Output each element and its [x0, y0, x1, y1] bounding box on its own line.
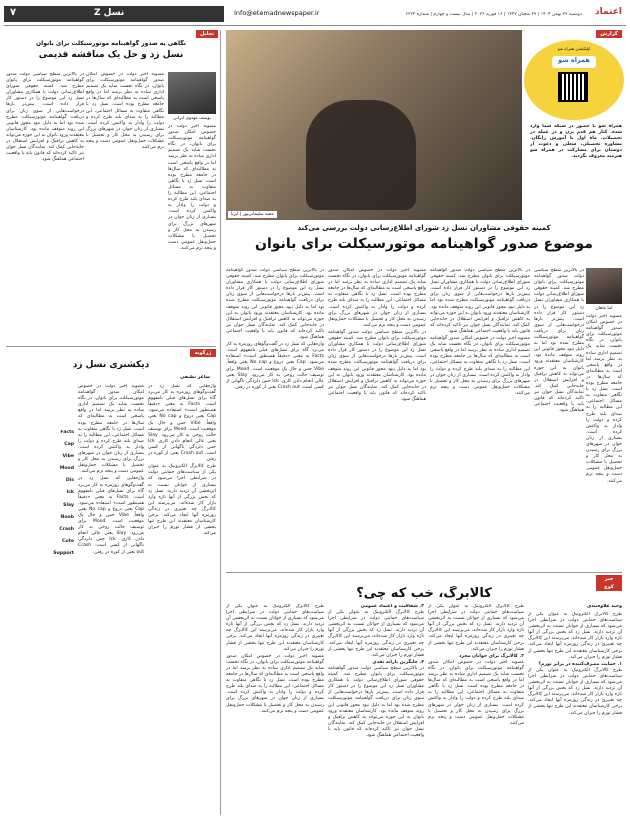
- dictionary-author: ساغر نظیفی: [180, 375, 210, 380]
- ad-box[interactable]: [524, 40, 624, 120]
- bottom-body-4: طرح کالابرگ الکترونیک به عنوان یکی از سیاست‌های حمایتی دولت در شرایطی اجرا می‌شود که بسیاری از جوانان نسبت به اثربخشی آن تردید دارند. نسل زد که بخش بزرگی از آنها تازه وارد بازار کار شده‌اند، می‌پرسند این کالابرگ چه تغییری در زندگی روزمره آنها ایجاد می‌کند. برخی کارشناسان معتقدند این طرح تنها بخشی از فشار تورم را جبران می‌کند. مصوبه اخیر دولت در خصوص امکان صدور گواهینامه موتورسیکلت برای بانوان، در نگاه نخست شاید یک تصمیم اداری ساده به نظر برسد اما در واقع پاسخی است به مطالبه‌ای که سال‌ها در جامعه مطرح بوده است. نسل زد با نگاهی متفاوت به مسائل اجتماعی، این مطالبه را به صدای بلند طرح کرده و دولت را وادار به واکنش کرده است. بسیاری از زنان جوان در شهرهای بزرگ برای رسیدن به محل کار و تحصیل با مشکلات حمل‌ونقل عمومی دست و پنجه نرم می‌کنند.: [226, 604, 324, 714]
- section-bar: [4, 6, 224, 22]
- term-support: Support: [53, 550, 74, 556]
- section-title: نسل Z: [94, 8, 125, 18]
- main-kicker: کمیته حقوقی مشاوران نسل زد شورای اطلاع‌رسانی دولت بررسی می‌کند: [297, 224, 551, 232]
- side-body-2: در بالاترین سطح سیاسی دولت صدور گواهینامه موتورسیکلت برای بانوان مطرح شد. کمیته حقوقی شورای اطلاع‌رسانی دولت با همکاری مشاوران نسل زد این موضوع را در دستور کار قرار داده است. پیش‌تر بارها درخواست‌هایی از سوی زنان برای دریافت گواهینامه موتورسیکلت مطرح شده بود اما به دلیل نبود مجوز قانونی این روند متوقف مانده بود. کارشناسان معتقدند ورود بانوان به این حوزه می‌تواند به کاهش ترافیک و افزایش استقلال در جابه‌جایی کمک کند. نمایندگان نسل جوان نیز تاکید کرده‌اند که قانون باید با واقعیت اجتماعی هماهنگ شود.: [6, 72, 84, 163]
- main-title: موضوع صدور گواهینامه موتورسیکلت برای بانوان: [255, 236, 593, 252]
- column-rule: [220, 30, 221, 815]
- term-cute: Cute: [62, 538, 74, 544]
- ad-text: همراه شو با حضور در شبکه شما وارد شده. کنار هم قدم بزن و در عمله در تحصیلات. ماه اول با آموزش رایگان. مشاوره تحصیلی، شغلی و دعوت از دوستان برای مشارکت در همراه شو هنرمند معروف بگردید.: [530, 124, 622, 160]
- motorcycle-rider-image: [306, 100, 416, 210]
- main-author-photo: [586, 268, 622, 304]
- bottom-divider: [226, 572, 622, 573]
- ad-caption: اپلیکیشن همراه شو: [557, 46, 591, 51]
- term-noob: Noob: [60, 514, 74, 520]
- bottom-title: کالابرگ، خب که چی؟: [356, 586, 492, 601]
- side-kicker: نگاهی به صدور گواهینامه موتورسیکلت برای بانوان: [36, 40, 186, 47]
- side-author-photo: [168, 72, 216, 114]
- term-dis: Dis: [65, 478, 74, 484]
- label-report: گزارش: [596, 30, 622, 38]
- main-body-3: در بالاترین سطح سیاسی دولت صدور گواهینامه موتورسیکلت برای بانوان مطرح شد. کمیته حقوقی شورای اطلاع‌رسانی دولت با همکاری مشاوران نسل زد این موضوع را در دستور کار قرار داده است. پیش‌تر بارها درخواست‌هایی از سوی زنان برای دریافت گواهینامه موتورسیکلت مطرح شده بود اما به دلیل نبود مجوز قانونی این روند متوقف مانده بود. کارشناسان معتقدند ورود بانوان به این حوزه می‌تواند به کاهش ترافیک و افزایش استقلال در جابه‌جایی کمک کند. نمایندگان نسل جوان نیز تاکید کرده‌اند که قانون باید با واقعیت اجتماعی هماهنگ شود. مصوبه اخیر دولت در خصوص امکان صدور گواهینامه موتورسیکلت برای بانوان، در نگاه نخست شاید یک تصمیم اداری ساده به نظر برسد اما در واقع پاسخی است به مطالبه‌ای که سال‌ها در جامعه مطرح بوده است. نسل زد با نگاهی متفاوت به مسائل اجتماعی، این مطالبه را به صدای بلند طرح کرده و دولت را وادار به واکنش کرده است. بسیاری از زنان جوان در شهرهای بزرگ برای رسیدن به محل کار و تحصیل با مشکلات حمل‌ونقل عمومی دست و پنجه نرم می‌کنند.: [430, 268, 530, 396]
- dictionary-col-c: [6, 430, 74, 814]
- masthead: [4, 4, 626, 26]
- main-body-4: مصوبه اخیر دولت در خصوص امکان صدور گواهینامه موتورسیکلت برای بانوان، در نگاه نخست شاید یک تصمیم اداری ساده به نظر برسد اما در واقع پاسخی است به مطالبه‌ای که سال‌ها در جامعه مطرح بوده است. نسل زد با نگاهی متفاوت به مسائل اجتماعی، این مطالبه را به صدای بلند طرح کرده و دولت را وادار به واکنش کرده است. بسیاری از زنان جوان در شهرهای بزرگ برای رسیدن به محل کار و تحصیل با مشکلات حمل‌ونقل عمومی دست و پنجه نرم می‌کنند. در بالاترین سطح سیاسی دولت صدور گواهینامه موتورسیکلت برای بانوان مطرح شد. کمیته حقوقی شورای اطلاع‌رسانی دولت با همکاری مشاوران نسل زد این موضوع را در دستور کار قرار داده است. پیش‌تر بارها درخواست‌هایی از سوی زنان برای دریافت گواهینامه موتورسیکلت مطرح شده بود اما به دلیل نبود مجوز قانونی این روند متوقف مانده بود. کارشناسان معتقدند ورود بانوان به این حوزه می‌تواند به کاهش ترافیک و افزایش استقلال در جابه‌جایی کمک کند. نمایندگان نسل جوان نیز تاکید کرده‌اند که قانون باید با واقعیت اجتماعی هماهنگ شود.: [328, 268, 426, 402]
- side-body-1: مصوبه اخیر دولت در خصوص امکان صدور گواهینامه موتورسیکلت برای بانوان، در نگاه نخست شاید یک تصمیم اداری ساده به نظر برسد اما در واقع پاسخی است به مطالبه‌ای که سال‌ها در جامعه مطرح بوده است. نسل زد با نگاهی متفاوت به مسائل اجتماعی، این مطالبه را به صدای بلند طرح کرده و دولت را وادار به واکنش کرده است. بسیاری از زنان جوان در شهرهای بزرگ برای رسیدن به محل کار و تحصیل با مشکلات حمل‌ونقل عمومی دست و پنجه نرم می‌کنند.: [86, 72, 164, 151]
- bottom-body-2: طرح کالابرگ الکترونیک به عنوان یکی از سیاست‌های حمایتی دولت در شرایطی اجرا می‌شود که بسیاری از جوانان نسبت به اثربخشی آن تردید دارند. نسل زد که بخش بزرگی از آنها تازه وارد بازار کار شده‌اند، می‌پرسند این کالابرگ چه تغییری در زندگی روزمره آنها ایجاد می‌کند. برخی کارشناسان معتقدند این طرح تنها بخشی از فشار تورم را جبران می‌کند. ۲. کالابرگ برای جوانان مجرد مصوبه اخیر دولت در خصوص امکان صدور گواهینامه موتورسیکلت برای بانوان، در نگاه نخست شاید یک تصمیم اداری ساده به نظر برسد اما در واقع پاسخی است به مطالبه‌ای که سال‌ها در جامعه مطرح بوده است. نسل زد با نگاهی متفاوت به مسائل اجتماعی، این مطالبه را به صدای بلند طرح کرده و دولت را وادار به واکنش کرده است. بسیاری از زنان جوان در شهرهای بزرگ برای رسیدن به محل کار و تحصیل با مشکلات حمل‌ونقل عمومی دست و پنجه نرم می‌کنند.: [428, 604, 524, 726]
- bottom-body-1: طرح کالابرگ الکترونیک به عنوان یکی از سیاست‌های حمایتی دولت در شرایطی اجرا می‌شود که بسیاری از جوانان نسبت به اثربخشی آن تردید دارند. نسل زد که بخش بزرگی از آنها تازه وارد بازار کار شده‌اند، می‌پرسند این کالابرگ چه تغییری در زندگی روزمره آنها ایجاد می‌کند. برخی کارشناسان معتقدند این طرح تنها بخشی از فشار تورم را جبران می‌کند. ۱. حمایت مصرف‌کننده در برابر تورم؟ طرح کالابرگ الکترونیک به عنوان یکی از سیاست‌های حمایتی دولت در شرایطی اجرا می‌شود که بسیاری از جوانان نسبت به اثربخشی آن تردید دارند. نسل زد که بخش بزرگی از آنها تازه وارد بازار کار شده‌اند، می‌پرسند این کالابرگ چه تغییری در زندگی روزمره آنها ایجاد می‌کند. برخی کارشناسان معتقدند این طرح تنها بخشی از فشار تورم را جبران می‌کند.: [528, 612, 622, 716]
- label-news: خبر کوچ: [596, 575, 622, 591]
- term-slay: Slay: [63, 502, 74, 508]
- label-analysis: تحلیل: [196, 30, 218, 38]
- main-body-2: مصوبه اخیر دولت در خصوص امکان صدور گواهینامه موتورسیکلت برای بانوان، در نگاه نخست شاید یک تصمیم اداری ساده به نظر برسد اما در واقع پاسخی است به مطالبه‌ای که سال‌ها در جامعه مطرح بوده است. نسل زد با نگاهی متفاوت به مسائل اجتماعی، این مطالبه را به صدای بلند طرح کرده و دولت را وادار به واکنش کرده است. بسیاری از زنان جوان در شهرهای بزرگ برای رسیدن به محل کار و تحصیل با مشکلات حمل‌ونقل عمومی دست و پنجه نرم می‌کنند.: [586, 314, 622, 484]
- bottom-author: وحید علاوه‌بندی: [587, 604, 622, 609]
- qr-code-icon: [558, 72, 588, 102]
- dictionary-title: دیکشنری نسل زد: [72, 360, 150, 370]
- photo-credit: مجید سلیمانی‌پور | ایرنا: [228, 211, 277, 218]
- masthead-dateline: دوشنبه ۲۷ بهمن ۱۴۰۴ | ۲۷ شعبان ۱۴۴۷ | ۱۶ فوریه ۲۰۲۶ | سال بیست و چهارم | شماره ۶۲۶۴: [405, 12, 582, 17]
- dictionary-col-a: واژه‌هایی که نسل زد در گفت‌وگوهای روزمره به کار می‌برد گاه برای نسل‌های قبلی نامفهوم است. Facts به معنی «دقیقاً همینطور است» استفاده می‌شود. Cap یعنی دروغ و No cap یعنی واقعاً. Vibe حس و حال یک موقعیت است. Mood برای توصیف حالت روحی به کار می‌رود. Slay یعنی عالی انجام دادن کاری. Ick حس دلزدگی ناگهانی از کسی است. Crash out یعنی از کوره در رفتن. طرح کالابرگ الکترونیک به عنوان یکی از سیاست‌های حمایتی دولت در شرایطی اجرا می‌شود که بسیاری از جوانان نسبت به اثربخشی آن تردید دارند. نسل زد که بخش بزرگی از آنها تازه وارد بازار کار شده‌اند، می‌پرسند این کالابرگ چه تغییری در زندگی روزمره آنها ایجاد می‌کند. برخی کارشناسان معتقدند این طرح تنها بخشی از فشار تورم را جبران می‌کند.: [148, 384, 216, 537]
- term-crash: Crash: [59, 526, 74, 532]
- page-number: ۷: [10, 7, 17, 18]
- bottom-body-3: ۳. شفافیت و اعتماد عمومی طرح کالابرگ الکترونیک به عنوان یکی از سیاست‌های حمایتی دولت در شرایطی اجرا می‌شود که بسیاری از جوانان نسبت به اثربخشی آن تردید دارند. نسل زد که بخش بزرگی از آنها تازه وارد بازار کار شده‌اند، می‌پرسند این کالابرگ چه تغییری در زندگی روزمره آنها ایجاد می‌کند. برخی کارشناسان معتقدند این طرح تنها بخشی از فشار تورم را جبران می‌کند. ۴. جایگزین یارانه نقدی در بالاترین سطح سیاسی دولت صدور گواهینامه موتورسیکلت برای بانوان مطرح شد. کمیته حقوقی شورای اطلاع‌رسانی دولت با همکاری مشاوران نسل زد این موضوع را در دستور کار قرار داده است. پیش‌تر بارها درخواست‌هایی از سوی زنان برای دریافت گواهینامه موتورسیکلت مطرح شده بود اما به دلیل نبود مجوز قانونی این روند متوقف مانده بود. کارشناسان معتقدند ورود بانوان به این حوزه می‌تواند به کاهش ترافیک و افزایش استقلال در جابه‌جایی کمک کند. نمایندگان نسل جوان نیز تاکید کرده‌اند که قانون باید با واقعیت اجتماعی هماهنگ شود.: [328, 604, 424, 738]
- ad-title: همراه شو: [552, 56, 596, 68]
- dictionary-col-b: مصوبه اخیر دولت در خصوص امکان صدور گواهینامه موتورسیکلت برای بانوان، در نگاه نخست شاید یک تصمیم اداری ساده به نظر برسد اما در واقع پاسخی است به مطالبه‌ای که سال‌ها در جامعه مطرح بوده است. نسل زد با نگاهی متفاوت به مسائل اجتماعی، این مطالبه را به صدای بلند طرح کرده و دولت را وادار به واکنش کرده است. بسیاری از زنان جوان در شهرهای بزرگ برای رسیدن به محل کار و تحصیل با مشکلات حمل‌ونقل عمومی دست و پنجه نرم می‌کنند. واژه‌هایی که نسل زد در گفت‌وگوهای روزمره به کار می‌برد گاه برای نسل‌های قبلی نامفهوم است. Facts به معنی «دقیقاً همینطور است» استفاده می‌شود. Cap یعنی دروغ و No cap یعنی واقعاً. Vibe حس و حال یک موقعیت است. Mood برای توصیف حالت روحی به کار می‌رود. Slay یعنی عالی انجام دادن کاری. Ick حس دلزدگی ناگهانی از کسی است. Crash out یعنی از کوره در رفتن.: [78, 384, 144, 555]
- side-body-3: مصوبه اخیر دولت در خصوص امکان صدور گواهینامه موتورسیکلت برای بانوان، در نگاه نخست شاید یک تصمیم اداری ساده به نظر برسد اما در واقع پاسخی است به مطالبه‌ای که سال‌ها در جامعه مطرح بوده است. نسل زد با نگاهی متفاوت به مسائل اجتماعی، این مطالبه را به صدای بلند طرح کرده و دولت را وادار به واکنش کرده است. بسیاری از زنان جوان در شهرهای بزرگ برای رسیدن به محل کار و تحصیل با مشکلات حمل‌ونقل عمومی دست و پنجه نرم می‌کنند.: [168, 124, 216, 251]
- term-facts: Facts: [60, 430, 74, 435]
- term-mood: Mood: [59, 466, 74, 472]
- term-cap: Cap: [64, 442, 74, 448]
- divider: [6, 346, 216, 347]
- side-author: یوسف مهدوی ایرانی: [173, 116, 211, 121]
- main-body-1: در بالاترین سطح سیاسی دولت صدور گواهینامه موتورسیکلت برای بانوان مطرح شد. کمیته حقوقی شورای اطلاع‌رسانی دولت با همکاری مشاوران نسل زد این موضوع را در دستور کار قرار داده است. پیش‌تر بارها درخواست‌هایی از سوی زنان برای دریافت گواهینامه موتورسیکلت مطرح شده بود اما به دلیل نبود مجوز قانونی این روند متوقف مانده بود. کارشناسان معتقدند ورود بانوان به این حوزه می‌تواند به کاهش ترافیک و افزایش استقلال در جابه‌جایی کمک کند. نمایندگان نسل جوان نیز تاکید کرده‌اند که قانون باید با واقعیت اجتماعی هماهنگ شود.: [534, 268, 584, 414]
- masthead-logo[interactable]: اعتماد: [595, 7, 622, 17]
- side-headline: نسل زد و حل یک مناقشه قدیمی: [38, 50, 184, 60]
- term-vibe: Vibe: [62, 454, 74, 460]
- label-zhoole: ژرگونه: [190, 349, 216, 357]
- masthead-email[interactable]: Info@etemadnewspaper.ir: [234, 9, 320, 17]
- main-body-5: در بالاترین سطح سیاسی دولت صدور گواهینامه موتورسیکلت برای بانوان مطرح شد. کمیته حقوقی شورای اطلاع‌رسانی دولت با همکاری مشاوران نسل زد این موضوع را در دستور کار قرار داده است. پیش‌تر بارها درخواست‌هایی از سوی زنان برای دریافت گواهینامه موتورسیکلت مطرح شده بود اما به دلیل نبود مجوز قانونی این روند متوقف مانده بود. کارشناسان معتقدند ورود بانوان به این حوزه می‌تواند به کاهش ترافیک و افزایش استقلال در جابه‌جایی کمک کند. نمایندگان نسل جوان نیز تاکید کرده‌اند که قانون باید با واقعیت اجتماعی هماهنگ شود. واژه‌هایی که نسل زد در گفت‌وگوهای روزمره به کار می‌برد گاه برای نسل‌های قبلی نامفهوم است. Facts به معنی «دقیقاً همینطور است» استفاده می‌شود. Cap یعنی دروغ و No cap یعنی واقعاً. Vibe حس و حال یک موقعیت است. Mood برای توصیف حالت روحی به کار می‌رود. Slay یعنی عالی انجام دادن کاری. Ick حس دلزدگی ناگهانی از کسی است. Crash out یعنی از کوره در رفتن.: [226, 268, 324, 390]
- main-photo: [226, 30, 522, 220]
- main-author: آتنا ماهان: [595, 306, 613, 311]
- term-ick: Ick: [66, 490, 74, 496]
